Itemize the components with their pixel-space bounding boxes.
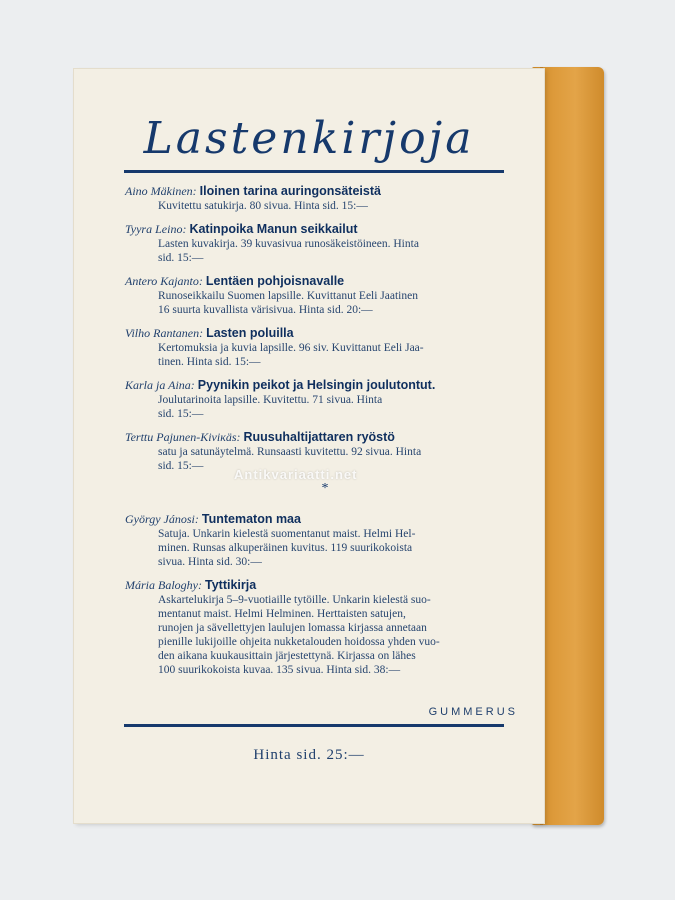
entry-author: György Jánosi:: [125, 512, 199, 526]
watermark: Antikvariaatti.net: [234, 467, 358, 482]
price-label: Hinta sid. 25:—: [253, 747, 365, 763]
entry-title: Pyynikin peikot ja Helsingin joulutontut.: [197, 378, 436, 392]
entry-desc: Runoseikkailu Suomen lapsille. Kuvittanut Eeli Jaatinen: [158, 290, 418, 302]
entry-desc: satu ja satunäytelmä. Runsaasti kuvitettu. 92 sivua. Hinta: [158, 446, 422, 458]
entry-author: Karla ja Aina:: [125, 378, 195, 392]
entry-title: Tuntematon maa: [201, 512, 301, 526]
series-title: Lastenkirjoja: [143, 113, 475, 164]
entry-author: Vilho Rantanen:: [125, 326, 204, 340]
list-item: [125, 377, 525, 421]
entry-title: Ruusuhaltijattaren ryöstö: [243, 430, 395, 444]
book: [70, 65, 610, 827]
entry-desc: Kuvitettu satukirja. 80 sivua. Hinta sid. 15:—: [158, 200, 368, 212]
entry-title: Tyttikirja: [205, 578, 257, 592]
entry-author: Mária Baloghy:: [125, 578, 202, 592]
entry-title: Lentäen pohjoisnavalle: [205, 274, 345, 288]
entry-desc: den aikana kuukausittain järjestettynä. Kirjassa on lähes: [158, 650, 416, 662]
book-list: [125, 183, 525, 685]
entry-desc: sid. 15:—: [158, 408, 204, 420]
list-item: [125, 577, 525, 677]
entry-desc: minen. Runsas alkuperäinen kuvitus. 119 suurikokoista: [158, 542, 413, 554]
back-cover: [74, 69, 544, 823]
entry-title: Katinpoika Manun seikkailut: [189, 222, 358, 236]
entry-desc: sid. 15:—: [158, 460, 204, 472]
top-divider: [124, 170, 504, 173]
entry-desc: Lasten kuvakirja. 39 kuvasivua runosäkeistöineen. Hinta: [158, 238, 419, 250]
entry-author: Tyyra Leino:: [125, 222, 187, 236]
entry-desc: tinen. Hinta sid. 15:—: [158, 356, 261, 368]
entry-title: Iloinen tarina auringonsäteistä: [199, 184, 381, 198]
entry-author: Terttu Pajunen-Kiviкäs:: [125, 430, 241, 444]
separator-star: *: [321, 481, 329, 496]
entry-desc: Satuja. Unkarin kielestä suomentanut maist. Helmi Hel-: [158, 528, 416, 540]
list-item: [125, 183, 525, 213]
list-item: [125, 221, 525, 265]
entry-desc: Askartelukirja 5–9-vuotiaille tytöille. Unkarin kielestä suo-: [158, 594, 431, 606]
entry-desc: sivua. Hinta sid. 30:—: [158, 556, 262, 568]
entry-author: Antero Kajanto:: [125, 274, 203, 288]
publisher-name: GUMMERUS: [428, 706, 518, 718]
entry-desc: mentanut maist. Helmi Helminen. Herttaisten satujen,: [158, 608, 406, 620]
entry-desc: 16 suurta kuvallista värisivua. Hinta sid. 20:—: [158, 304, 373, 316]
list-item: [125, 273, 525, 317]
entry-desc: 100 suurikokoista kuvaa. 135 sivua. Hinta sid. 38:—: [158, 664, 401, 676]
entry-author: Aino Mäkinen:: [125, 184, 197, 198]
entry-desc: Joulutarinoita lapsille. Kuvitettu. 71 sivua. Hinta: [158, 394, 383, 406]
entry-desc: Kertomuksia ja kuvia lapsille. 96 siv. Kuvittanut Eeli Jaa-: [158, 342, 424, 354]
list-item: [125, 511, 525, 569]
bottom-divider: [124, 724, 504, 727]
entry-desc: runojen ja sävellettyjen laulujen lomassa kirjassa annetaan: [158, 622, 427, 634]
entry-title: Lasten poluilla: [206, 326, 294, 340]
list-item: [125, 325, 525, 369]
entry-desc: pienille lukijoille ohjeita nukketalouden hoidossa yhden vuo-: [158, 636, 440, 648]
entry-desc: sid. 15:—: [158, 252, 204, 264]
